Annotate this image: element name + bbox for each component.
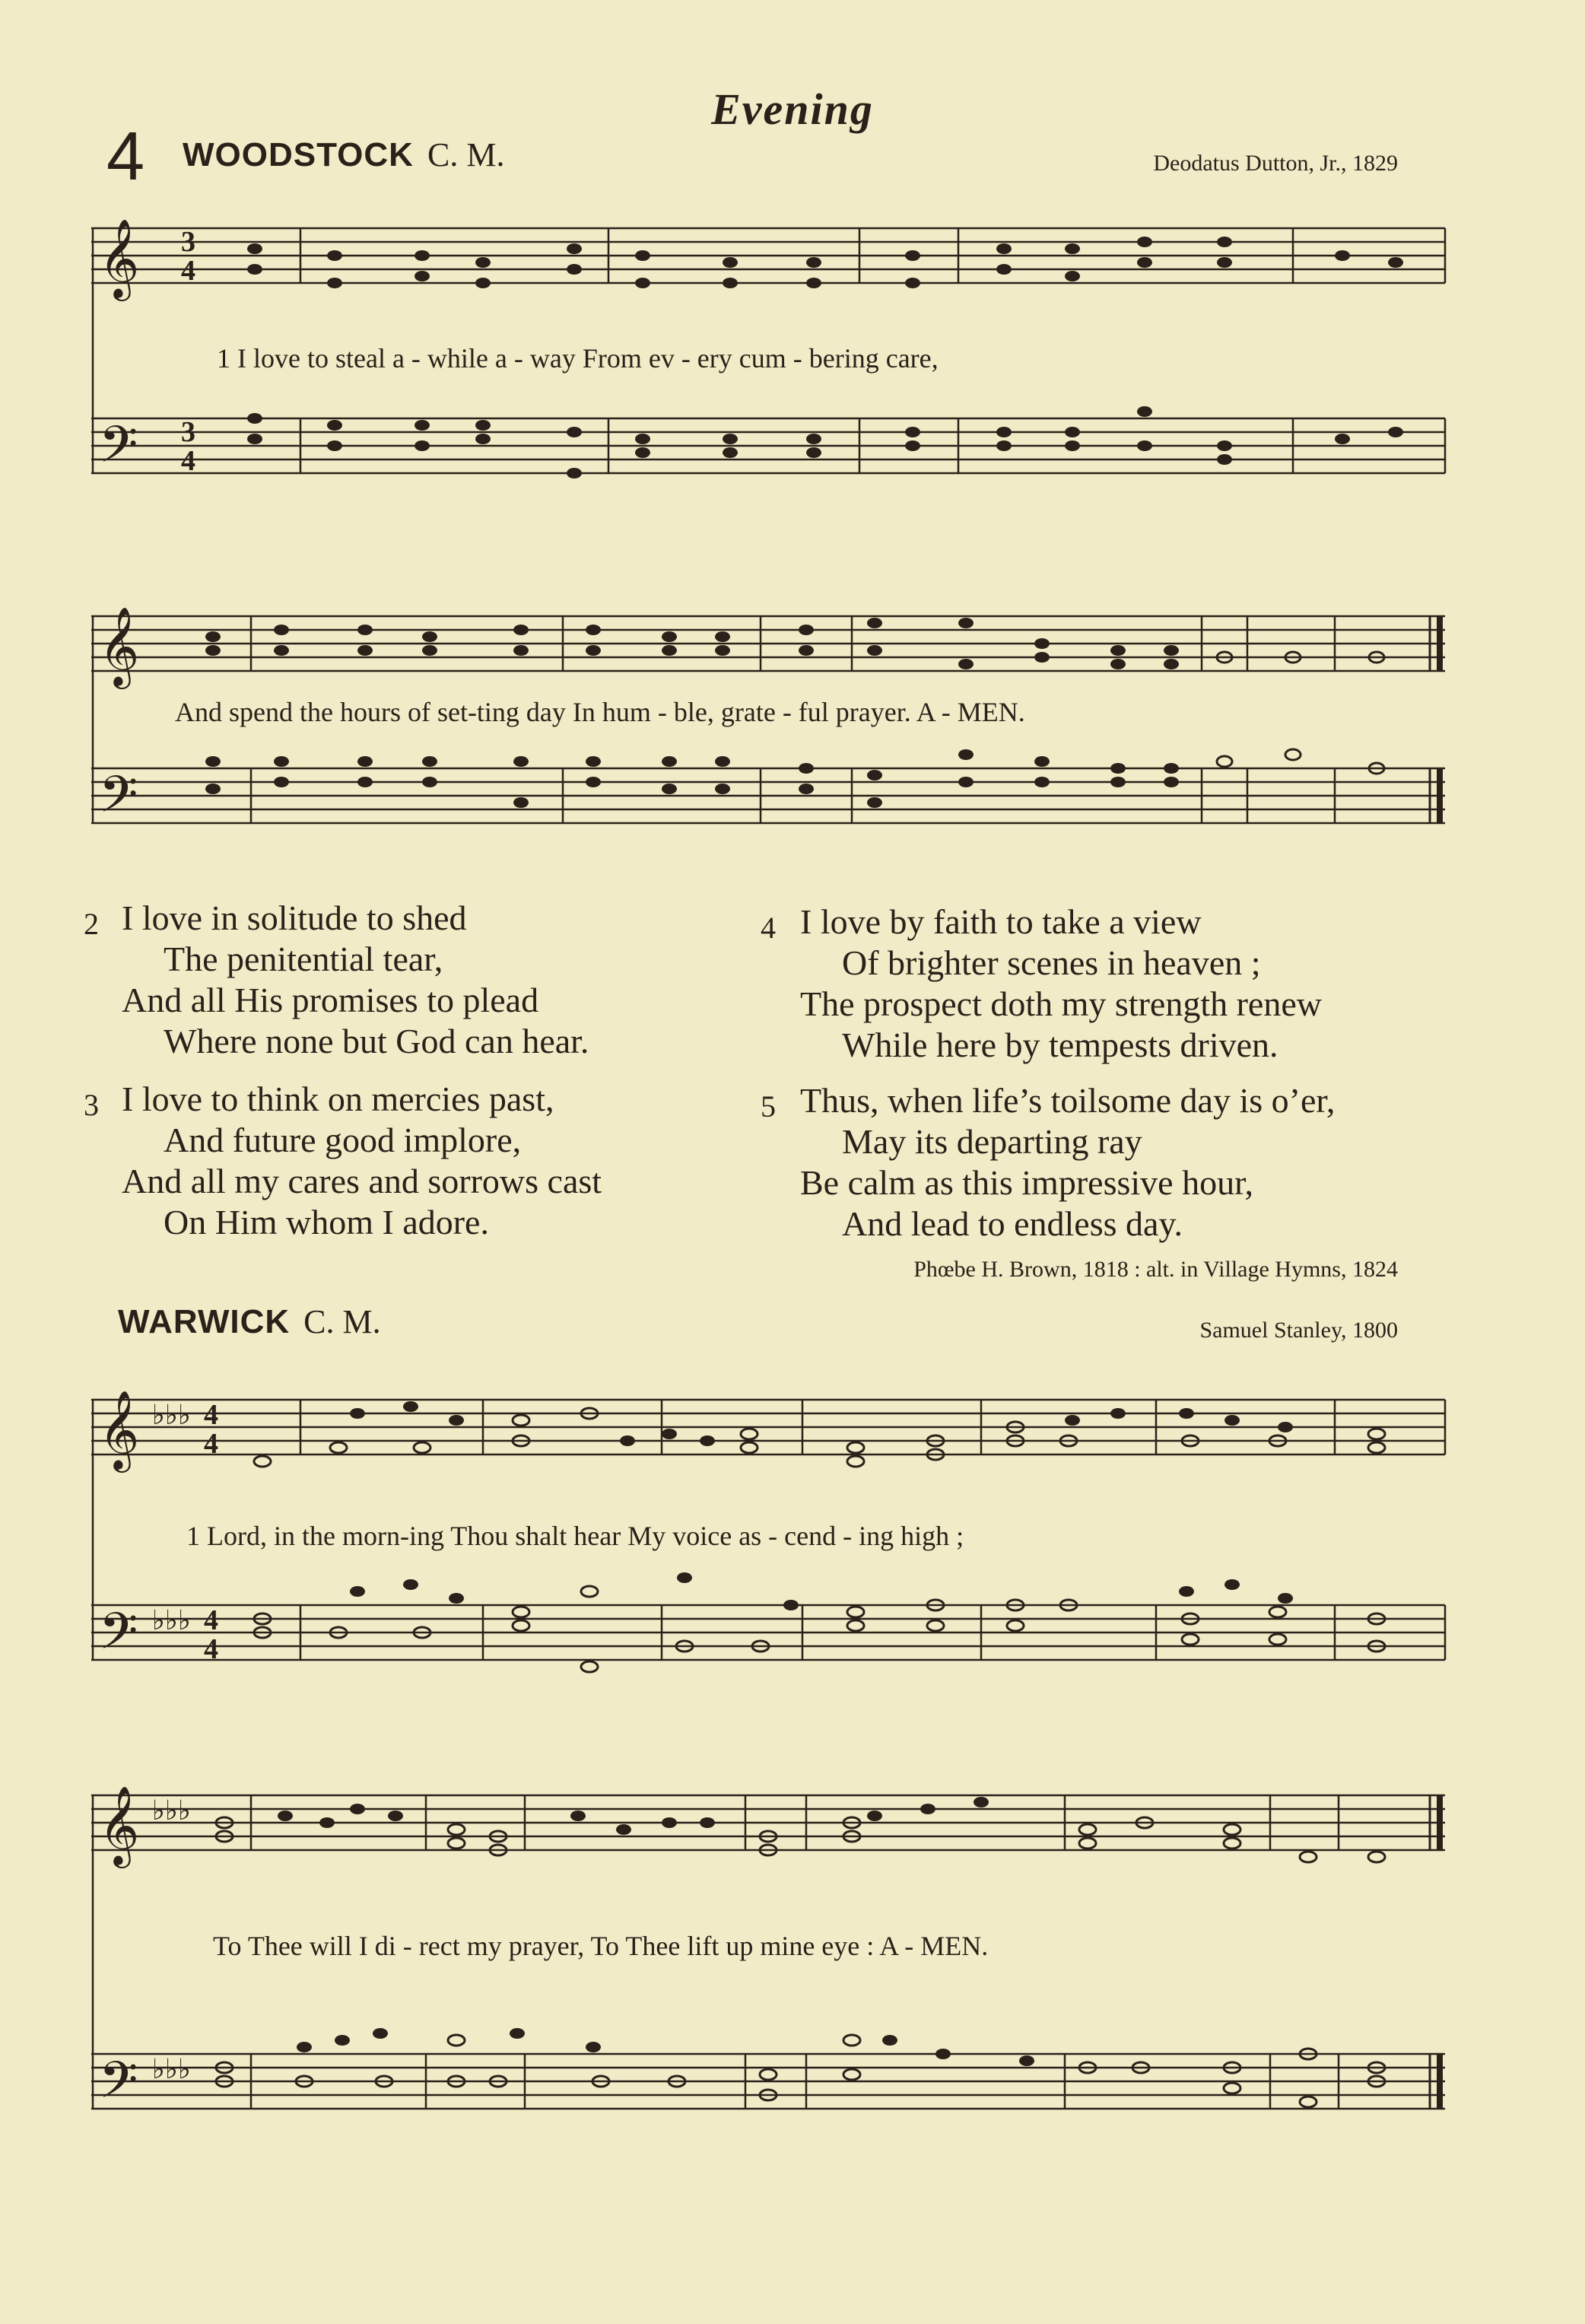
svg-text:𝄢: 𝄢 — [99, 418, 138, 485]
tune-name: WARWICK — [118, 1303, 291, 1340]
author-credit: Phœbe H. Brown, 1818 : alt. in Village Hymns, 1824 — [913, 1257, 1398, 1282]
svg-text:♭♭♭: ♭♭♭ — [152, 2054, 191, 2084]
verse-line: Where none but God can hear. — [164, 1022, 589, 1060]
verse-line: I love to think on mercies past, — [122, 1079, 554, 1118]
verse-line: The prospect doth my strength renew — [800, 984, 1322, 1023]
meter: C. M. — [427, 136, 505, 173]
composer-credit: Deodatus Dutton, Jr., 1829 — [1153, 151, 1398, 176]
verse-line: The penitential tear, — [164, 939, 443, 978]
svg-text:♭♭♭: ♭♭♭ — [152, 1605, 191, 1636]
verse — [761, 901, 1322, 1066]
svg-text:4: 4 — [204, 1604, 218, 1636]
svg-text:♭♭♭: ♭♭♭ — [152, 1795, 191, 1826]
verse-line: Be calm as this impressive hour, — [800, 1163, 1254, 1202]
svg-text:𝄞: 𝄞 — [99, 1788, 140, 1864]
svg-text:♭♭♭: ♭♭♭ — [152, 1400, 191, 1430]
verse — [761, 1080, 1335, 1245]
svg-text:𝄢: 𝄢 — [99, 768, 138, 835]
svg-text:4: 4 — [181, 445, 195, 477]
tune-header — [118, 1302, 381, 1341]
svg-text:𝄢: 𝄢 — [99, 2054, 138, 2121]
music-system — [0, 586, 1585, 905]
section-title: Evening — [711, 84, 874, 134]
verse-line: While here by tempests driven. — [842, 1025, 1278, 1064]
verse-number: 2 — [84, 907, 99, 941]
lyrics-line: And spend the hours of set-ting day In hum - ble, grate - ful prayer. A - MEN. — [175, 697, 1025, 727]
composer-credit: Samuel Stanley, 1800 — [1199, 1318, 1398, 1343]
tune-name: WOODSTOCK — [183, 136, 414, 173]
verse-number: 4 — [761, 911, 776, 945]
verse-line: Of brighter scenes in heaven ; — [842, 943, 1261, 982]
lyrics-line: 1 Lord, in the morn-ing Thou shalt hear My voice as - cend - ing high ; — [186, 1521, 964, 1551]
svg-text:4: 4 — [204, 1428, 218, 1460]
verse-line: I love in solitude to shed — [122, 898, 467, 937]
svg-text:4: 4 — [204, 1399, 218, 1431]
verse-line: May its departing ray — [842, 1122, 1142, 1161]
svg-text:𝄢: 𝄢 — [99, 1605, 138, 1672]
verse-line: And future good implore, — [164, 1121, 522, 1159]
svg-text:𝄞: 𝄞 — [99, 609, 140, 685]
lyrics-line: To Thee will I di - rect my prayer, To Thee lift up mine eye : A - MEN. — [213, 1931, 989, 1961]
svg-text:4: 4 — [181, 255, 195, 287]
lyrics-line: 1 I love to steal a - while a - way From ev - ery cum - bering care, — [217, 343, 939, 374]
svg-text:3: 3 — [181, 226, 195, 258]
verse — [84, 898, 589, 1062]
svg-text:𝄞: 𝄞 — [99, 1393, 140, 1468]
meter: C. M. — [303, 1303, 381, 1340]
svg-text:4: 4 — [204, 1633, 218, 1665]
music-system — [0, 1772, 1585, 2168]
verse-line: I love by faith to take a view — [800, 902, 1202, 941]
svg-text:3: 3 — [181, 416, 195, 448]
verse-line: Thus, when life’s toilsome day is o’er, — [800, 1081, 1336, 1120]
hymn-number: 4 — [106, 119, 145, 195]
verse — [84, 1079, 602, 1243]
music-system — [0, 1377, 1585, 1727]
svg-text:𝄞: 𝄞 — [99, 221, 140, 297]
verse-line: And lead to endless day. — [842, 1204, 1183, 1243]
verse-line: And all my cares and sorrows cast — [122, 1162, 602, 1200]
verse-line: And all His promises to plead — [122, 981, 539, 1019]
verse-number: 5 — [761, 1089, 776, 1124]
verse-line: On Him whom I adore. — [164, 1203, 489, 1241]
tune-header — [183, 135, 504, 174]
verse-number: 3 — [84, 1088, 99, 1122]
